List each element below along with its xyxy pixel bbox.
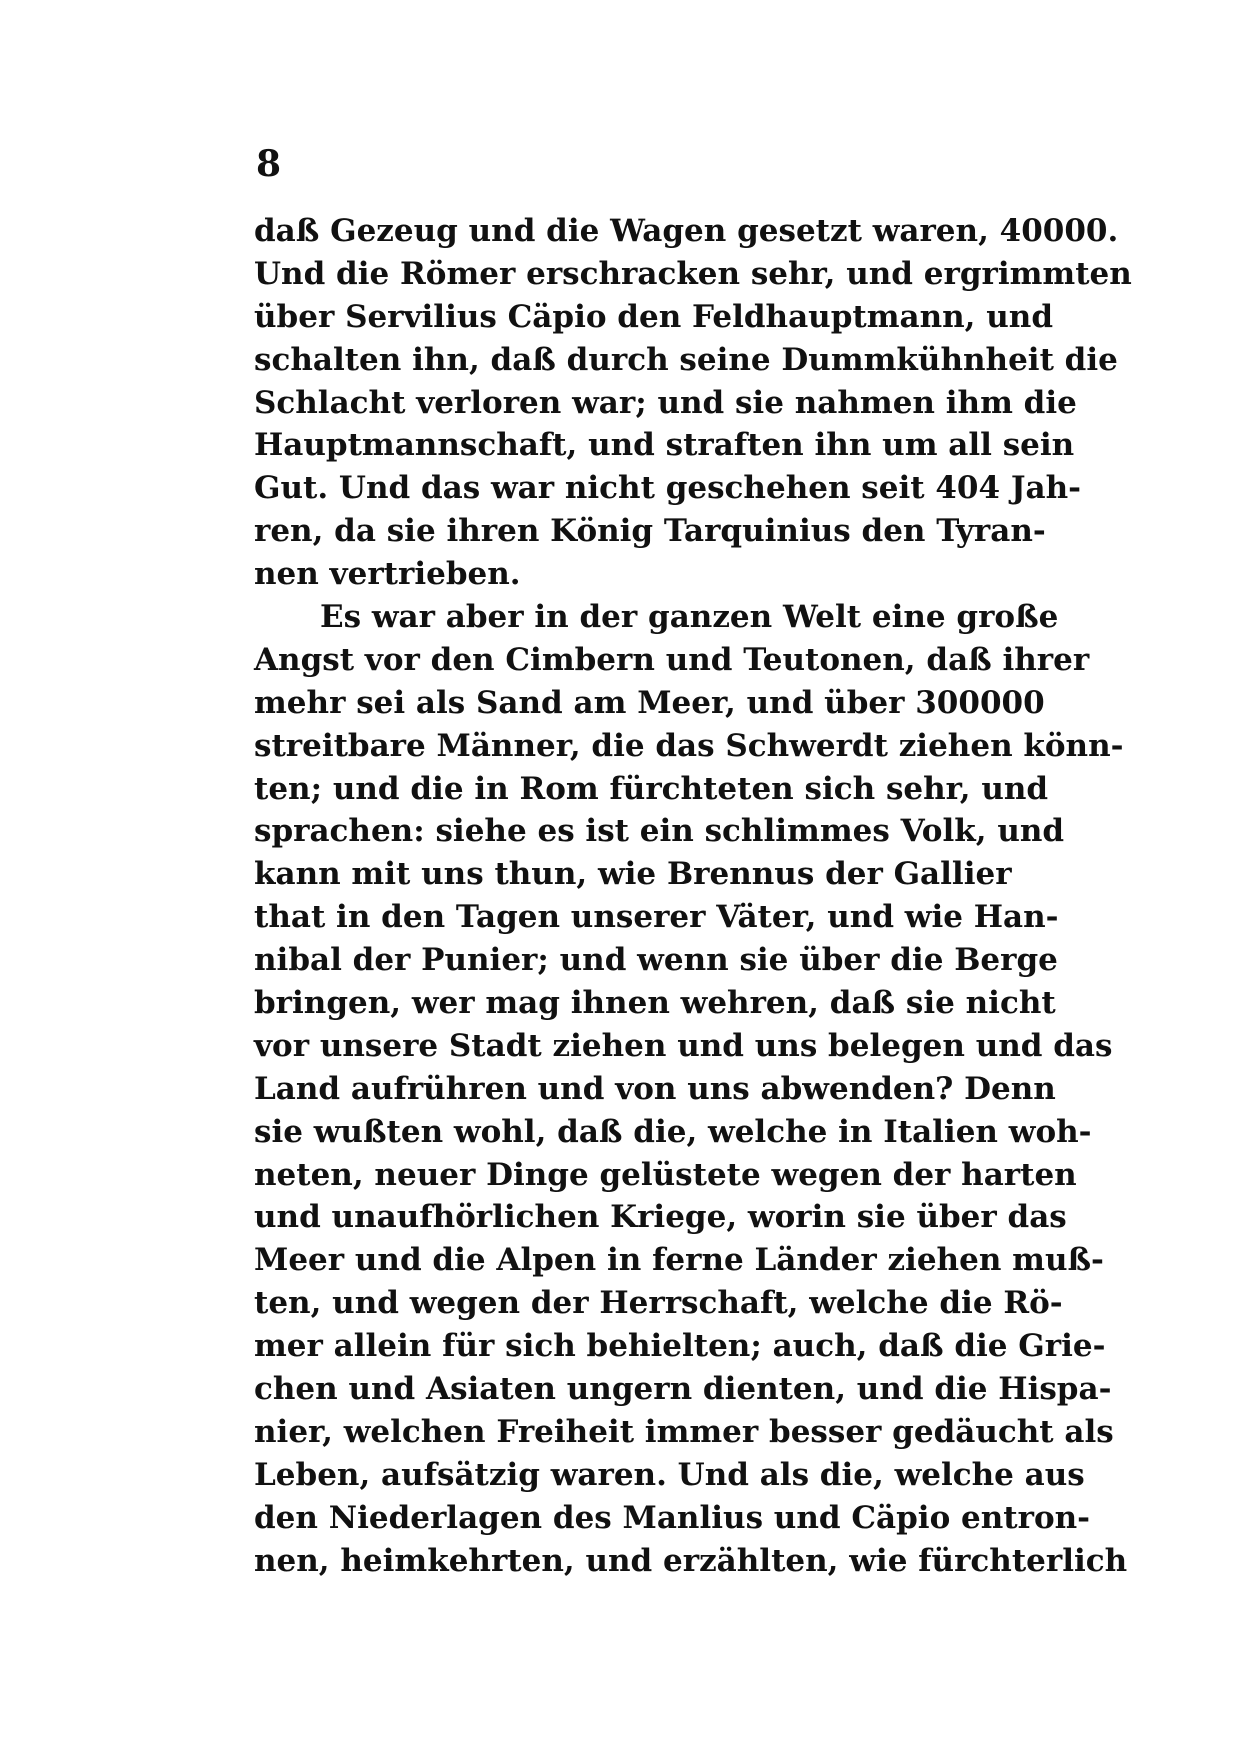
- text-line: chen und Asiaten ungern dienten, und die Hispa-: [254, 1371, 1112, 1408]
- text-line: ren, da sie ihren König Tarquinius den Tyran-: [254, 513, 1046, 550]
- text-line: vor unsere Stadt ziehen und uns belegen und das: [254, 1027, 1113, 1064]
- text-line: sie wußten wohl, daß die, welche in Italien woh-: [254, 1113, 1092, 1150]
- text-line: kann mit uns thun, wie Brennus der Gallier: [254, 856, 1012, 893]
- text-line: schalten ihn, daß durch seine Dummkühnheit die: [254, 341, 1118, 378]
- text-line: Meer und die Alpen in ferne Länder ziehen muß-: [254, 1242, 1104, 1279]
- text-line: Angst vor den Cimbern und Teutonen, daß ihrer: [254, 641, 1090, 678]
- text-line: den Niederlagen des Manlius und Cäpio entron-: [254, 1499, 1091, 1536]
- text-line: Hauptmannschaft, und straften ihn um all sein: [254, 427, 1075, 464]
- text-line: und unaufhörlichen Kriege, worin sie über das: [254, 1199, 1067, 1236]
- text-line: nen, heimkehrten, und erzählten, wie fürchterlich: [254, 1542, 1128, 1579]
- text-line: Gut. Und das war nicht geschehen seit 404 Jah-: [254, 470, 1082, 507]
- text-line: über Servilius Cäpio den Feldhauptmann, und: [254, 298, 1053, 335]
- text-line: mehr sei als Sand am Meer, und über 300000: [254, 684, 1045, 721]
- text-line: Leben, aufsätzig waren. Und als die, welche aus: [254, 1456, 1085, 1493]
- page-number: 8: [256, 143, 282, 185]
- text-line: nen vertrieben.: [254, 556, 521, 593]
- text-line: Land aufrühren und von uns abwenden? Denn: [254, 1070, 1056, 1107]
- paragraph-start-line: Es war aber in der ganzen Welt eine große: [320, 599, 1059, 636]
- text-line: sprachen: siehe es ist ein schlimmes Volk, und: [254, 813, 1065, 850]
- text-line: that in den Tagen unserer Väter, und wie Han-: [254, 899, 1059, 936]
- text-line: Und die Römer erschracken sehr, und ergrimmten: [254, 255, 1132, 292]
- text-line: ten, und wegen der Herrschaft, welche die Rö-: [254, 1285, 1063, 1322]
- text-line: streitbare Männer, die das Schwerdt ziehen könn-: [254, 727, 1124, 764]
- text-line: nier, welchen Freiheit immer besser gedäucht als: [254, 1413, 1114, 1450]
- text-line: bringen, wer mag ihnen wehren, daß sie nicht: [254, 985, 1056, 1022]
- text-line: nibal der Punier; und wenn sie über die Berge: [254, 942, 1058, 979]
- text-line: daß Gezeug und die Wagen gesetzt waren, 40000.: [254, 213, 1119, 249]
- text-line: ten; und die in Rom fürchteten sich sehr, und: [254, 770, 1049, 807]
- text-line: mer allein für sich behielten; auch, daß die Grie-: [254, 1328, 1106, 1365]
- text-line: Schlacht verloren war; und sie nahmen ihm die: [254, 384, 1077, 421]
- body-text: [254, 210, 1132, 1583]
- text-line: neten, neuer Dinge gelüstete wegen der harten: [254, 1156, 1077, 1193]
